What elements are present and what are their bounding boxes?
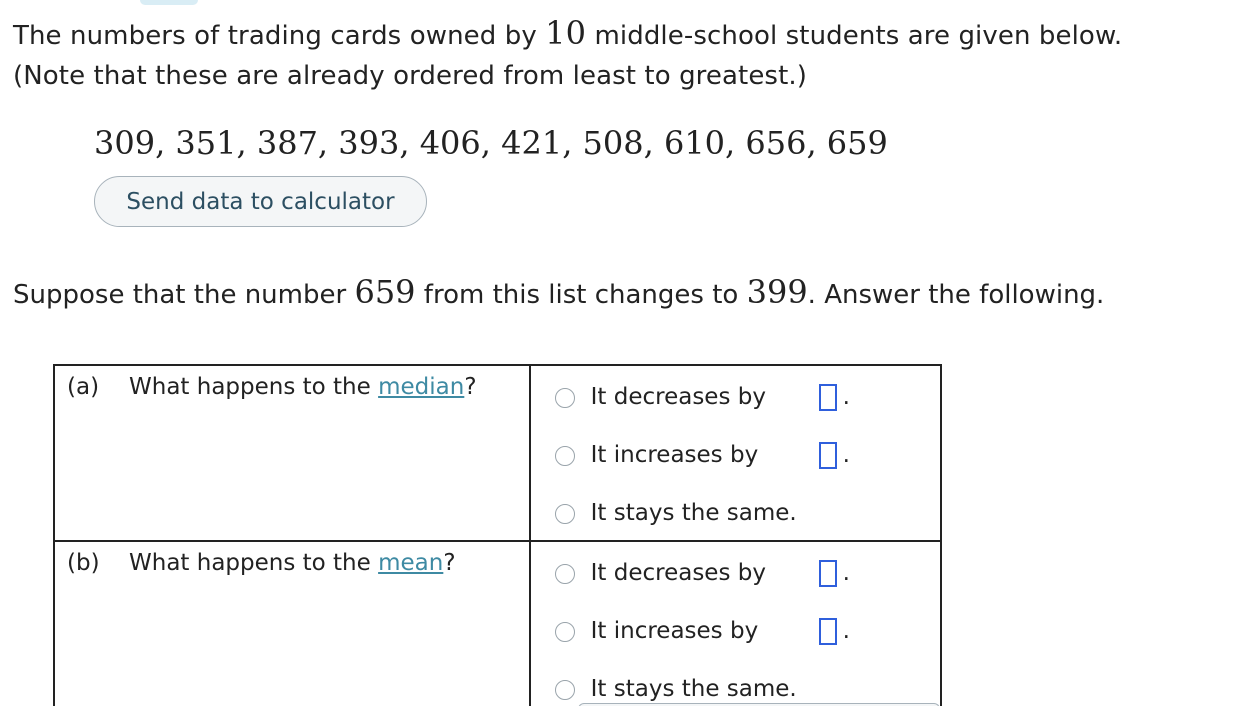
answer-box-b-increases[interactable] bbox=[819, 618, 837, 645]
question-a-cell bbox=[54, 365, 530, 541]
radio-a-increases[interactable] bbox=[555, 446, 575, 466]
radio-a-same[interactable] bbox=[555, 504, 575, 524]
suppose-text-end: . Answer the following. bbox=[807, 280, 1105, 310]
option-a-decreases-label: It decreases by bbox=[590, 384, 766, 410]
answer-box-b-decreases[interactable] bbox=[819, 560, 837, 587]
suppose-text-start: Suppose that the number bbox=[13, 280, 355, 310]
suppose-statement bbox=[13, 271, 1243, 316]
option-b-increases-label: It increases by bbox=[590, 618, 759, 644]
option-a-same[interactable] bbox=[531, 498, 940, 540]
radio-b-same[interactable] bbox=[555, 680, 575, 700]
question-b-label: (b) bbox=[67, 550, 100, 576]
intro-text-start: The numbers of trading cards owned by bbox=[13, 21, 546, 51]
option-b-same[interactable] bbox=[531, 674, 940, 706]
intro-text-end: middle-school students are given below. bbox=[586, 21, 1123, 51]
option-b-same-label: It stays the same. bbox=[590, 676, 797, 702]
suppose-text-mid: from this list changes to bbox=[415, 280, 747, 310]
intro-note: (Note that these are already ordered from least to greatest.) bbox=[13, 61, 807, 91]
question-b-suffix: ? bbox=[443, 550, 456, 576]
period: . bbox=[842, 618, 850, 644]
top-tab-edge bbox=[140, 0, 198, 5]
question-row-b bbox=[54, 541, 941, 706]
question-a-label: (a) bbox=[67, 374, 100, 400]
option-a-increases-label: It increases by bbox=[590, 442, 759, 468]
question-a-prefix: What happens to the bbox=[129, 374, 379, 400]
median-link[interactable]: median bbox=[378, 374, 465, 400]
student-count: 10 bbox=[545, 14, 587, 52]
question-a-suffix: ? bbox=[464, 374, 477, 400]
radio-b-decreases[interactable] bbox=[555, 564, 575, 584]
answer-box-a-increases[interactable] bbox=[819, 442, 837, 469]
question-a-text bbox=[55, 366, 529, 402]
question-row-a bbox=[54, 365, 941, 541]
question-a-options bbox=[530, 365, 941, 541]
answer-box-a-decreases[interactable] bbox=[819, 384, 837, 411]
send-data-to-calculator-button[interactable]: Send data to calculator bbox=[94, 176, 427, 227]
question-b-text bbox=[55, 542, 529, 578]
period: . bbox=[842, 384, 850, 410]
mean-link[interactable]: mean bbox=[378, 550, 444, 576]
option-a-decreases[interactable] bbox=[531, 382, 940, 440]
question-table bbox=[53, 364, 942, 706]
question-b-cell bbox=[54, 541, 530, 706]
problem-intro bbox=[13, 13, 1243, 96]
radio-b-increases[interactable] bbox=[555, 622, 575, 642]
new-value: 399 bbox=[746, 273, 808, 311]
period: . bbox=[842, 442, 850, 468]
question-b-options bbox=[530, 541, 941, 706]
data-list: 309, 351, 387, 393, 406, 421, 508, 610, 656, 659 bbox=[94, 124, 888, 162]
option-a-same-label: It stays the same. bbox=[590, 500, 797, 526]
option-b-decreases[interactable] bbox=[531, 558, 940, 616]
radio-a-decreases[interactable] bbox=[555, 388, 575, 408]
option-b-increases[interactable] bbox=[531, 616, 940, 674]
old-value: 659 bbox=[354, 273, 416, 311]
question-b-prefix: What happens to the bbox=[129, 550, 379, 576]
option-a-increases[interactable] bbox=[531, 440, 940, 498]
period: . bbox=[842, 560, 850, 586]
option-b-decreases-label: It decreases by bbox=[590, 560, 766, 586]
